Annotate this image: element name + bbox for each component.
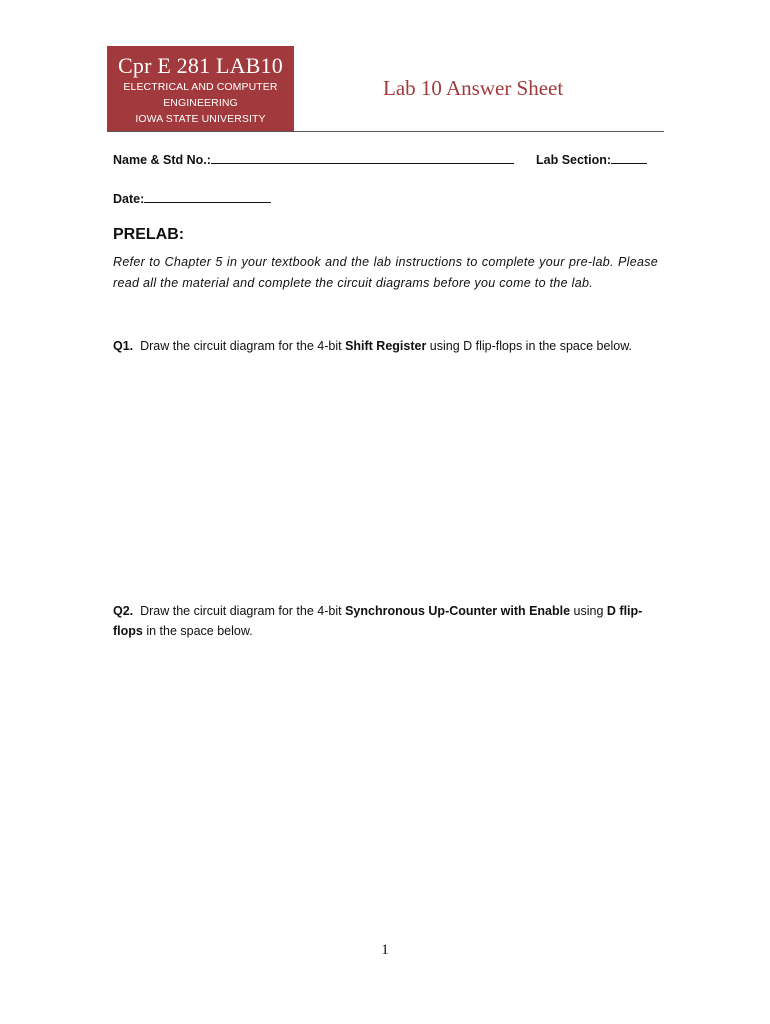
course-header-box	[107, 46, 294, 131]
date-field	[113, 191, 271, 206]
university-line: IOWA STATE UNIVERSITY	[135, 113, 266, 125]
date-field-label: Date:	[113, 192, 145, 206]
question-2	[113, 601, 658, 641]
page-number: 1	[381, 942, 389, 958]
header-divider	[107, 131, 664, 132]
question-2-text-after: in the space below.	[142, 624, 253, 638]
question-2-number: Q2.	[113, 604, 134, 618]
course-title: Cpr E 281 LAB10	[118, 53, 283, 78]
section-field	[536, 152, 647, 167]
department-line-2: ENGINEERING	[163, 97, 238, 109]
name-blank-line[interactable]	[211, 152, 514, 164]
sheet-title: Lab 10 Answer Sheet	[383, 76, 564, 100]
question-2-text-mid: using	[570, 604, 607, 618]
department-line-1: ELECTRICAL AND COMPUTER	[123, 81, 278, 93]
question-1-text-before: Draw the circuit diagram for the 4-bit	[140, 339, 346, 353]
prelab-instructions: Refer to Chapter 5 in your textbook and the lab instructions to complete your pre-lab. Please read all the material and complete the circuit diagrams before you come to the lab.	[113, 255, 658, 290]
question-1-text-after: using D flip-flops in the space below.	[426, 339, 632, 353]
question-1-number: Q1.	[113, 339, 134, 353]
question-1	[113, 336, 658, 356]
section-field-label: Lab Section:	[536, 153, 612, 167]
prelab-heading: PRELAB:	[113, 226, 185, 243]
name-field	[113, 152, 514, 167]
question-2-text-before: Draw the circuit diagram for the 4-bit	[140, 604, 346, 618]
question-2-emphasis: Synchronous Up-Counter with Enable	[345, 604, 571, 618]
name-field-label: Name & Std No.:	[113, 153, 211, 167]
date-blank-line[interactable]	[144, 191, 271, 203]
question-1-emphasis: Shift Register	[345, 339, 427, 353]
section-blank-line[interactable]	[611, 152, 647, 164]
question-2-emphasis-2: D flip-flops	[113, 604, 643, 638]
